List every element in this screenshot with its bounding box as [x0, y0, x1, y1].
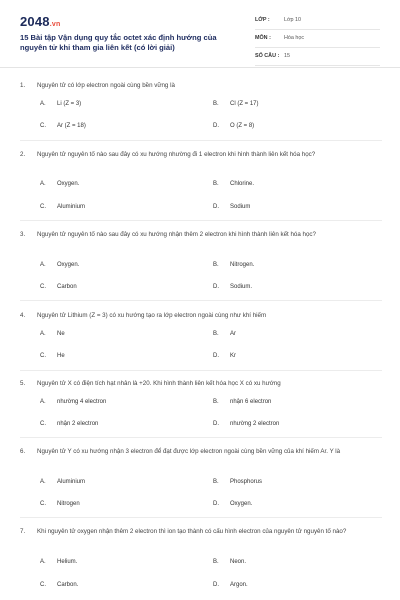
option-value: Chlorine. — [230, 181, 255, 187]
question-number: 5. — [20, 380, 26, 387]
option-key: C. — [40, 353, 46, 359]
option-value: nhận 6 electron — [230, 399, 272, 405]
question-3 — [20, 231, 382, 302]
document-title: 15 Bài tập Vận dụng quy tắc octet xác định hướng của nguyên tử khi tham gia liên kết (có lời giải) — [20, 33, 217, 52]
option-value: nhận 2 electron — [57, 421, 99, 427]
option-value: O (Z = 8) — [230, 123, 255, 129]
question-text: Khi nguyên tử oxygen nhận thêm 2 electron thì ion tạo thành có cấu hình electron của nguyên tử nguyên tố nào? — [37, 528, 347, 535]
question-number: 4. — [20, 312, 26, 319]
logo-suffix: .vn — [49, 21, 61, 28]
option-value: Li (Z = 3) — [57, 101, 82, 107]
option-value: Ne — [57, 331, 65, 337]
question-text: Nguyên tử Lithium (Z = 3) có xu hướng tạo ra lớp electron ngoài cùng như khí hiếm — [37, 312, 267, 319]
option-value: Nitrogen — [57, 501, 80, 507]
option-key: C. — [40, 421, 46, 427]
meta-row-count — [255, 50, 380, 66]
meta-row-subject — [255, 32, 380, 48]
option-key: D. — [213, 353, 219, 359]
option-key: B. — [213, 262, 219, 268]
option-value: He — [57, 353, 65, 359]
question-divider — [20, 300, 382, 301]
option-value: nhường 2 electron — [230, 421, 280, 427]
option-value: Carbon — [57, 284, 77, 290]
question-2 — [20, 151, 382, 222]
option-key: A. — [40, 181, 46, 187]
meta-label: MÔN : — [255, 35, 271, 41]
document-meta — [255, 14, 380, 68]
question-text: Nguyên tử nguyên tố nào sau đây có xu hướng nhường đi 1 electron khi hình thành liên kết hóa học? — [37, 151, 316, 158]
option-key: D. — [213, 501, 219, 507]
option-key: D. — [213, 123, 219, 129]
option-key: C. — [40, 204, 46, 210]
option-key: A. — [40, 559, 46, 565]
page-header — [0, 0, 400, 72]
option-value: Sodium — [230, 204, 251, 210]
option-value: Oxygen. — [57, 262, 80, 268]
option-key: D. — [213, 204, 219, 210]
option-key: C. — [40, 501, 46, 507]
question-divider — [20, 370, 382, 371]
option-key: A. — [40, 479, 46, 485]
question-divider — [20, 437, 382, 438]
option-value: Aluminium — [57, 204, 86, 210]
option-key: B. — [213, 479, 219, 485]
option-key: A. — [40, 101, 46, 107]
option-key: D. — [213, 284, 219, 290]
option-key: A. — [40, 262, 46, 268]
option-value: Ar (Z = 18) — [57, 123, 86, 129]
question-4 — [20, 312, 382, 372]
question-text: Nguyên tử X có điện tích hạt nhân là +20. Khi hình thành liên kết hóa học X có xu hướng — [37, 380, 281, 387]
option-key: A. — [40, 399, 46, 405]
option-key: A. — [40, 331, 46, 337]
question-number: 7. — [20, 528, 26, 535]
question-number: 3. — [20, 231, 26, 238]
option-value: Nitrogen. — [230, 262, 255, 268]
option-key: C. — [40, 284, 46, 290]
option-key: B. — [213, 101, 219, 107]
option-key: B. — [213, 399, 219, 405]
option-value: Neon. — [230, 559, 247, 565]
question-1 — [20, 82, 382, 142]
option-key: D. — [213, 421, 219, 427]
question-text: Nguyên tử nguyên tố nào sau đây có xu hướng nhận thêm 2 electron khi hình thành liên kết hóa học? — [37, 231, 316, 238]
option-key: C. — [40, 123, 46, 129]
option-key: B. — [213, 331, 219, 337]
meta-value: Hóa học — [284, 35, 305, 41]
option-value: Helium. — [57, 559, 78, 565]
question-7 — [20, 528, 382, 598]
question-6 — [20, 448, 382, 519]
question-divider — [20, 140, 382, 141]
option-value: Ar — [230, 331, 236, 337]
question-text: Nguyên tử có lớp electron ngoài cùng bền vững là — [37, 82, 175, 89]
option-value: nhường 4 electron — [57, 399, 107, 405]
option-key: D. — [213, 582, 219, 588]
option-value: Cl (Z = 17) — [230, 101, 259, 107]
option-value: Carbon. — [57, 582, 79, 588]
question-divider — [20, 220, 382, 221]
option-key: B. — [213, 559, 219, 565]
option-value: Phosphorus — [230, 479, 263, 485]
site-logo[interactable] — [20, 14, 60, 29]
option-key: B. — [213, 181, 219, 187]
meta-label: LỚP : — [255, 17, 270, 23]
option-value: Argon. — [230, 582, 248, 588]
meta-row-class — [255, 14, 380, 30]
meta-value: 15 — [284, 53, 290, 59]
meta-label: SỐ CÂU : — [255, 53, 280, 59]
option-value: Oxygen. — [57, 181, 80, 187]
option-value: Sodium. — [230, 284, 253, 290]
meta-value: Lớp 10 — [284, 17, 302, 23]
question-number: 1. — [20, 82, 26, 89]
header-divider — [0, 67, 400, 68]
option-key: C. — [40, 582, 46, 588]
question-text: Nguyên tử Y có xu hướng nhận 3 electron để đạt được lớp electron ngoài cùng bền vững của khí hiếm Ar. Y là — [37, 448, 341, 455]
logo-main: 2048 — [20, 14, 50, 29]
question-5 — [20, 380, 382, 439]
question-number: 6. — [20, 448, 26, 455]
option-value: Aluminium — [57, 479, 86, 485]
question-divider — [20, 517, 382, 518]
question-number: 2. — [20, 151, 26, 158]
option-value: Kr — [230, 353, 236, 359]
option-value: Oxygen. — [230, 501, 253, 507]
